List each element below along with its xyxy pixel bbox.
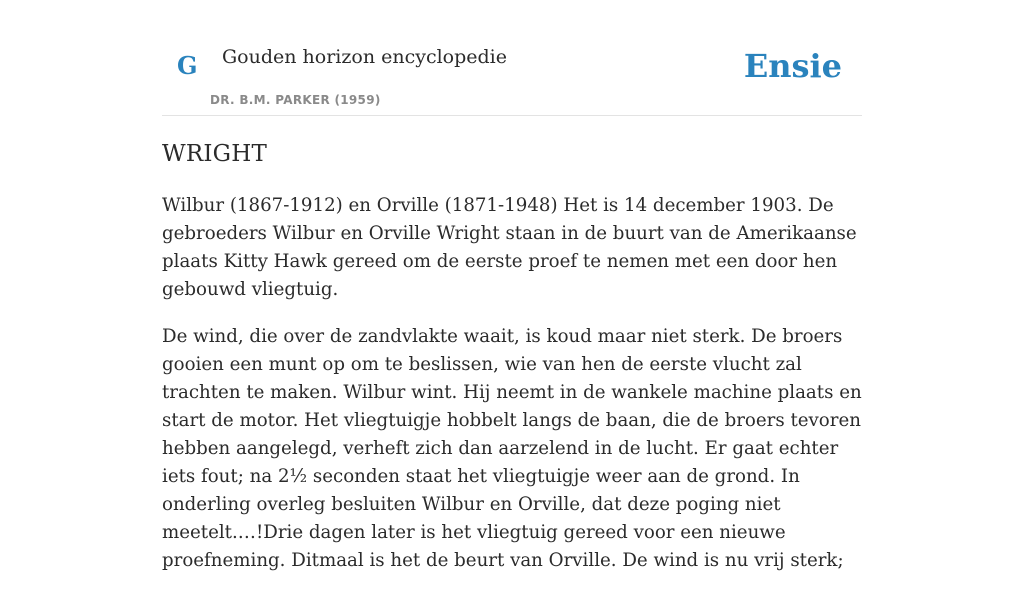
source-logo[interactable]: G: [177, 51, 198, 80]
book-author-year: DR. B.M. PARKER (1959): [210, 93, 381, 107]
page: [162, 0, 862, 571]
article-paragraph: Wilbur (1867-1912) en Orville (1871-1948) Het is 14 december 1903. De gebroeders Wilbur en Orville Wright staan in de buurt van de Amerikaanse plaats Kitty Hawk gereed om de eerste proef te nemen met een door hen gebouwd vliegtuig.: [162, 195, 857, 300]
ensie-logo[interactable]: Ensie: [743, 47, 842, 85]
book-title-link[interactable]: Gouden horizon encyclopedie: [222, 46, 507, 68]
article-body: [162, 192, 862, 594]
article-headword: WRIGHT: [162, 141, 268, 167]
article-paragraph: De wind, die over de zandvlakte waait, is koud maar niet sterk. De broers gooien een munt op om te beslissen, wie van hen de eerste vlucht zal trachten te maken. Wilbur wint. Hij neemt in de wankele machine plaats en start de motor. Het vliegtuigje hobbelt langs de baan, die de broers tevoren hebben aangelegd, verheft zich dan aarzelend in de lucht. Er gaat echter iets fout; na 2½ seconden staat het vliegtuigje weer aan de grond. In onderling overleg besluiten Wilbur en Orville, dat deze poging niet meetelt.…!Drie dagen later is het vliegtuig gereed voor een nieuwe proefneming. Ditmaal is het de beurt van Orville. De wind is nu vrij sterk;: [162, 326, 862, 571]
header: [162, 0, 862, 116]
